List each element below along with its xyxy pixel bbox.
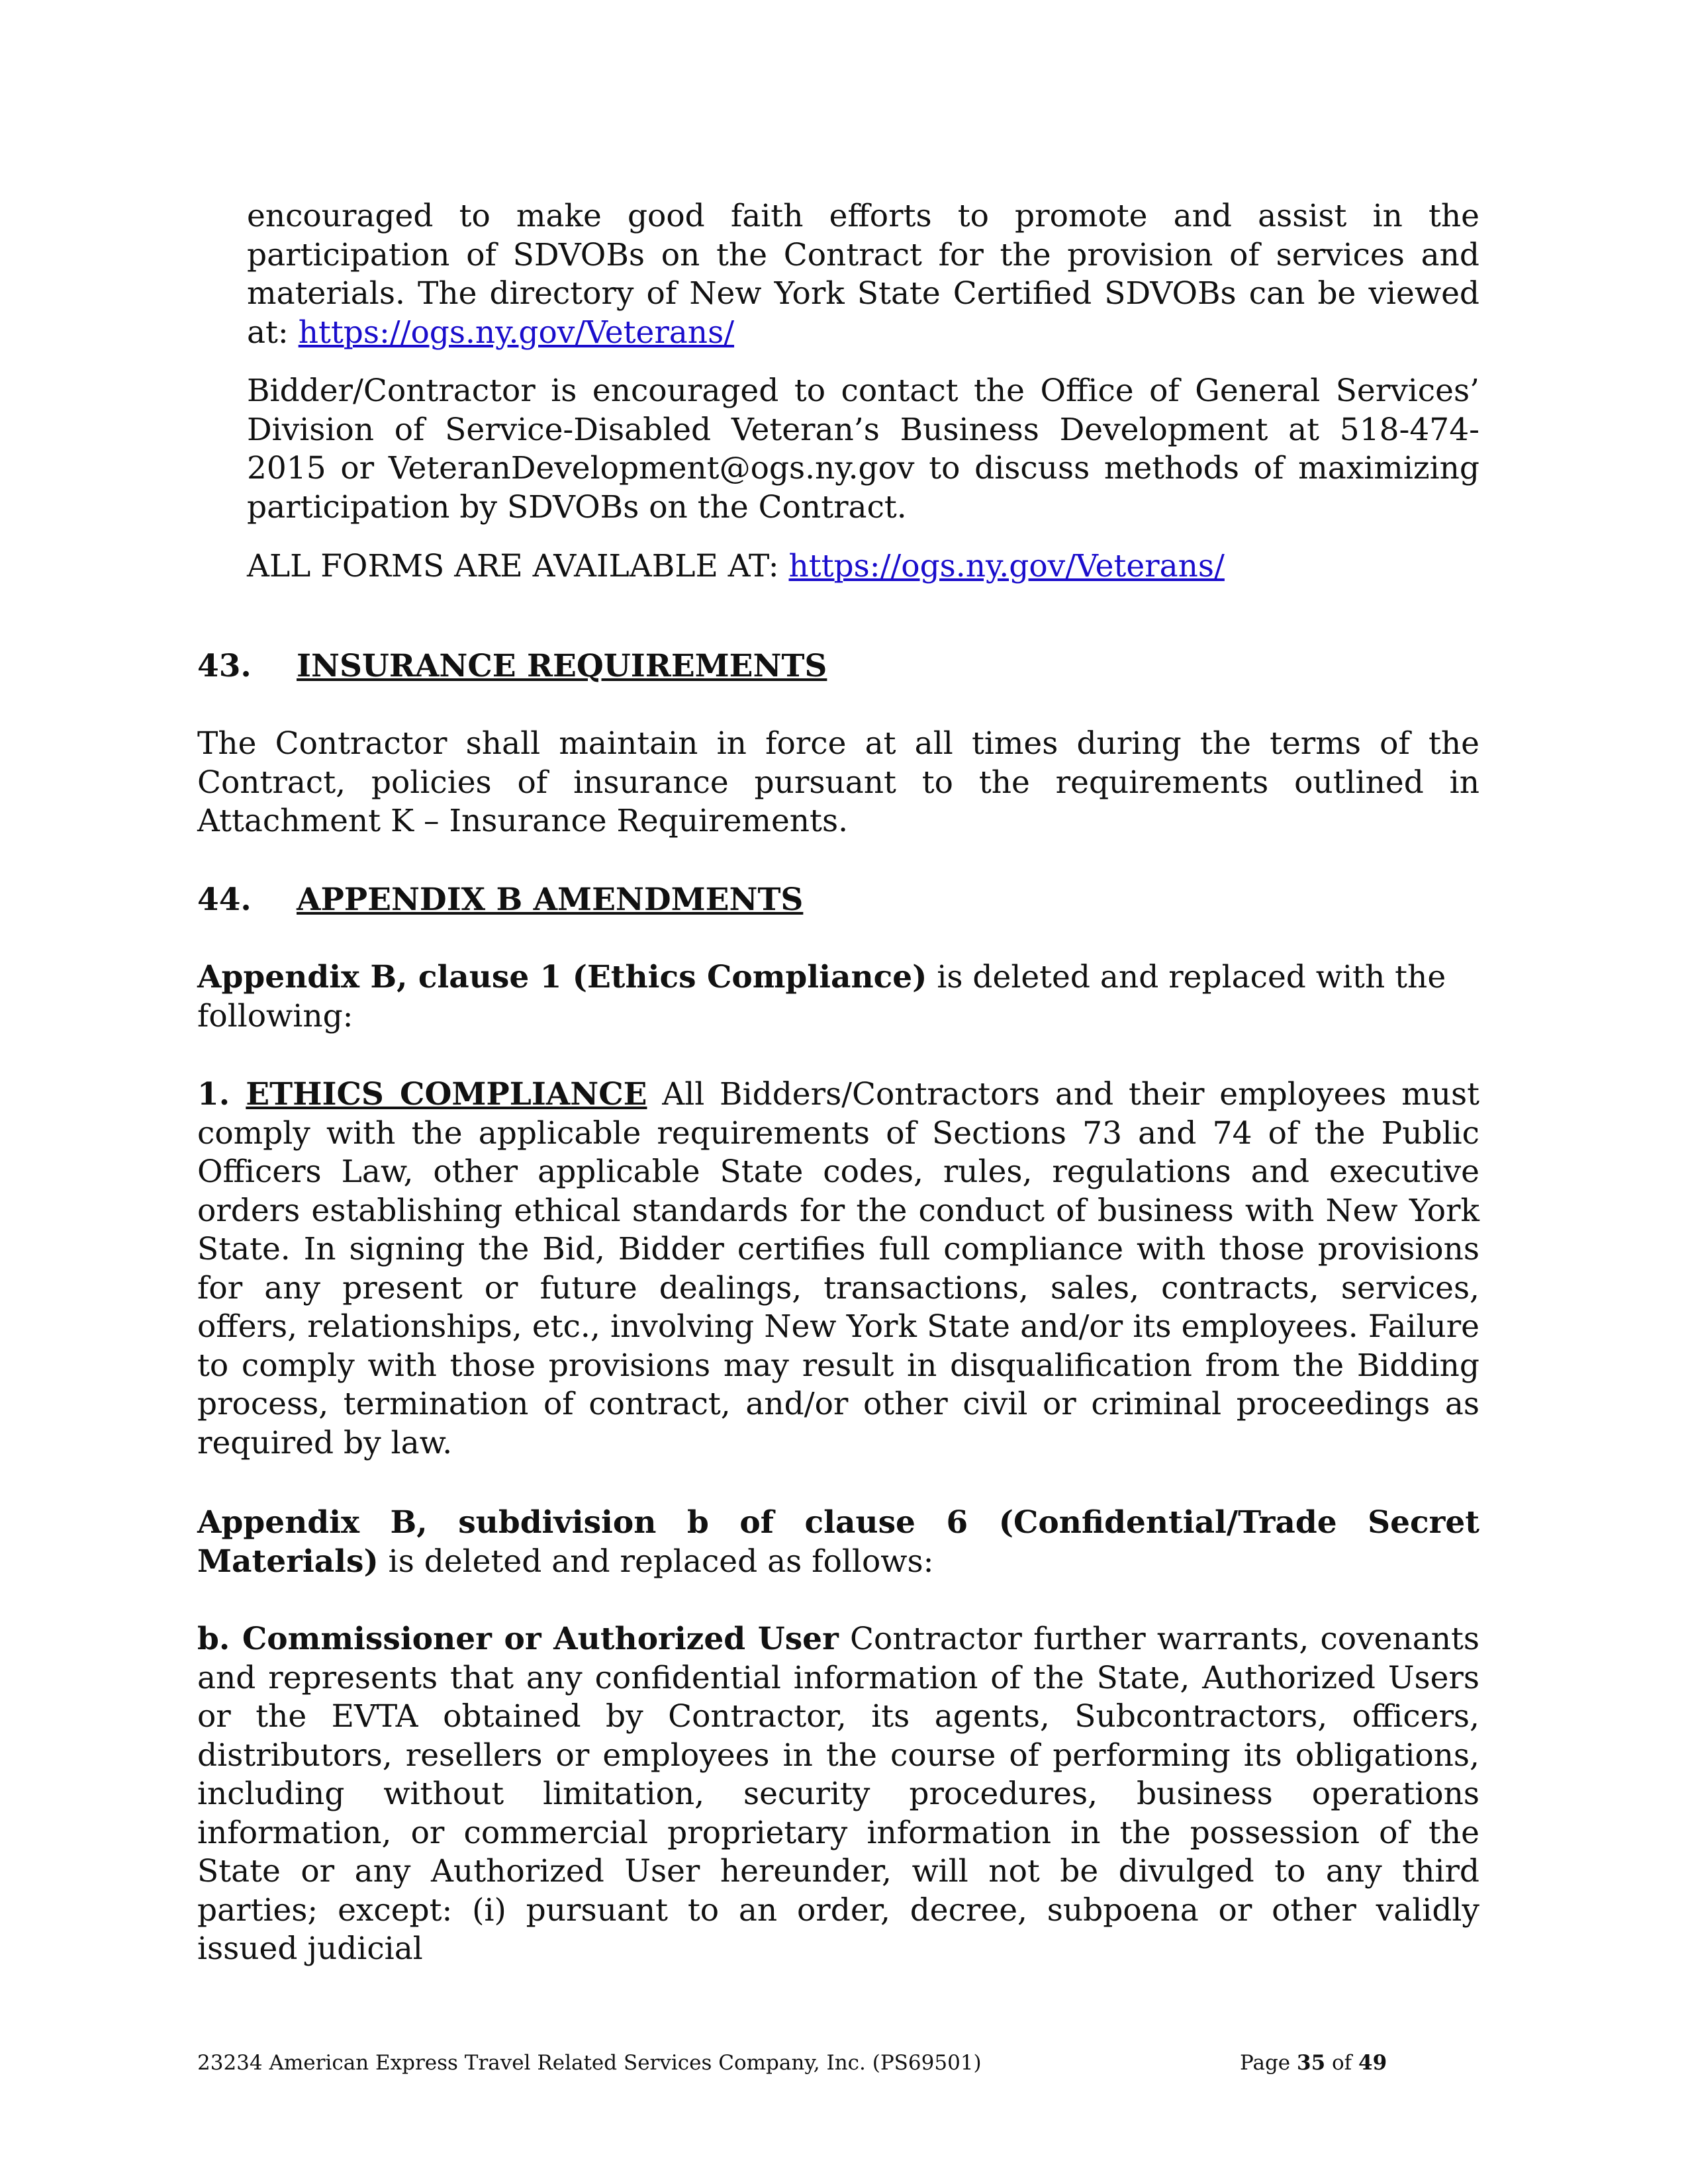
section-44-title: APPENDIX B AMENDMENTS <box>297 882 804 918</box>
commissioner-lead-bold: b. Commissioner or Authorized User <box>197 1621 839 1657</box>
veterans-link-2[interactable]: https://ogs.ny.gov/Veterans/ <box>788 548 1225 584</box>
forms-paragraph <box>247 547 1479 586</box>
ethics-compliance-paragraph <box>197 1075 1479 1463</box>
forms-label: ALL FORMS ARE AVAILABLE AT: <box>247 548 789 584</box>
sdvob-contact-paragraph: Bidder/Contractor is encouraged to contact the Office of General Services’ Division of Service-Disabled Veteran’s Business Development at 518-474-2015 or VeteranDevelopment@ogs.ny.gov to discuss methods of maximizing participation by SDVOBs on the Contract. <box>247 373 1479 525</box>
clause-1-lead-rest: is deleted and replaced with the following: <box>197 959 1446 1034</box>
commissioner-paragraph <box>197 1620 1479 1969</box>
clause-6-lead-bold: Appendix B, subdivision b of clause 6 (Confidential/Trade Secret Materials) <box>197 1504 1479 1580</box>
clause-6-lead-rest: is deleted and replaced as follows: <box>378 1543 934 1580</box>
section-44-number: 44. <box>197 882 252 918</box>
section-43-title: INSURANCE REQUIREMENTS <box>297 648 827 684</box>
sdvob-text: encouraged to make good faith efforts to promote and assist in the participation of SDVOBs on the Contract for the provision of services and materials. The directory of New York State Certified SDVOBs can be viewed at: <box>247 198 1479 351</box>
clause-6-lead <box>197 1504 1479 1581</box>
clause-1-lead <box>197 958 1455 1036</box>
footer-page-total: 49 <box>1358 2051 1387 2075</box>
ethics-body: All Bidders/Contractors and their employees must comply with the applicable requirements of Sections 73 and 74 of the Public Officers Law, other applicable State codes, rules, regulations and executive orders establishing ethical standards for the conduct of business with New York State. In signing the Bid, Bidder certifies full compliance with those provisions for any present or future dealings, transactions, sales, contracts, services, offers, relationships, etc., involving New York State and/or its employees. Failure to comply with those provisions may result in disqualification from the Bidding process, termination of contract, and/or other civil or criminal proceedings as required by law. <box>197 1076 1480 1461</box>
sdvob-paragraph <box>247 197 1479 352</box>
ethics-number: 1. <box>197 1076 246 1113</box>
clause-1-lead-bold: Appendix B, clause 1 (Ethics Compliance) <box>197 959 927 995</box>
commissioner-body: Contractor further warrants, covenants and represents that any confidential information of the State, Authorized Users or the EVTA obtained by Contractor, its agents, Subcontractors, officers, distributors, resellers or employees in the course of performing its obligations, including without limitation, security procedures, business operations information, or commercial proprietary information in the possession of the State or any Authorized User hereunder, will not be divulged to any third parties; except: (i) pursuant to an order, decree, subpoena or other validly issued judicial <box>197 1621 1479 1967</box>
veterans-link-1[interactable]: https://ogs.ny.gov/Veterans/ <box>298 314 735 351</box>
section-44-heading <box>197 881 803 920</box>
footer-document-id: 23234 American Express Travel Related Services Company, Inc. (PS69501) <box>197 2051 982 2075</box>
ethics-title: ETHICS COMPLIANCE <box>246 1076 647 1113</box>
section-43-body: The Contractor shall maintain in force at all times during the terms of the Contract, policies of insurance pursuant to the requirements outlined in Attachment K – Insurance Requirements. <box>197 725 1479 839</box>
section-43-number: 43. <box>197 648 252 684</box>
footer-page-current: 35 <box>1297 2051 1326 2075</box>
footer-page-number <box>1240 2050 1387 2076</box>
footer-page-prefix: Page <box>1240 2051 1297 2075</box>
section-43-heading <box>197 647 827 686</box>
footer-page-of: of <box>1325 2051 1358 2075</box>
